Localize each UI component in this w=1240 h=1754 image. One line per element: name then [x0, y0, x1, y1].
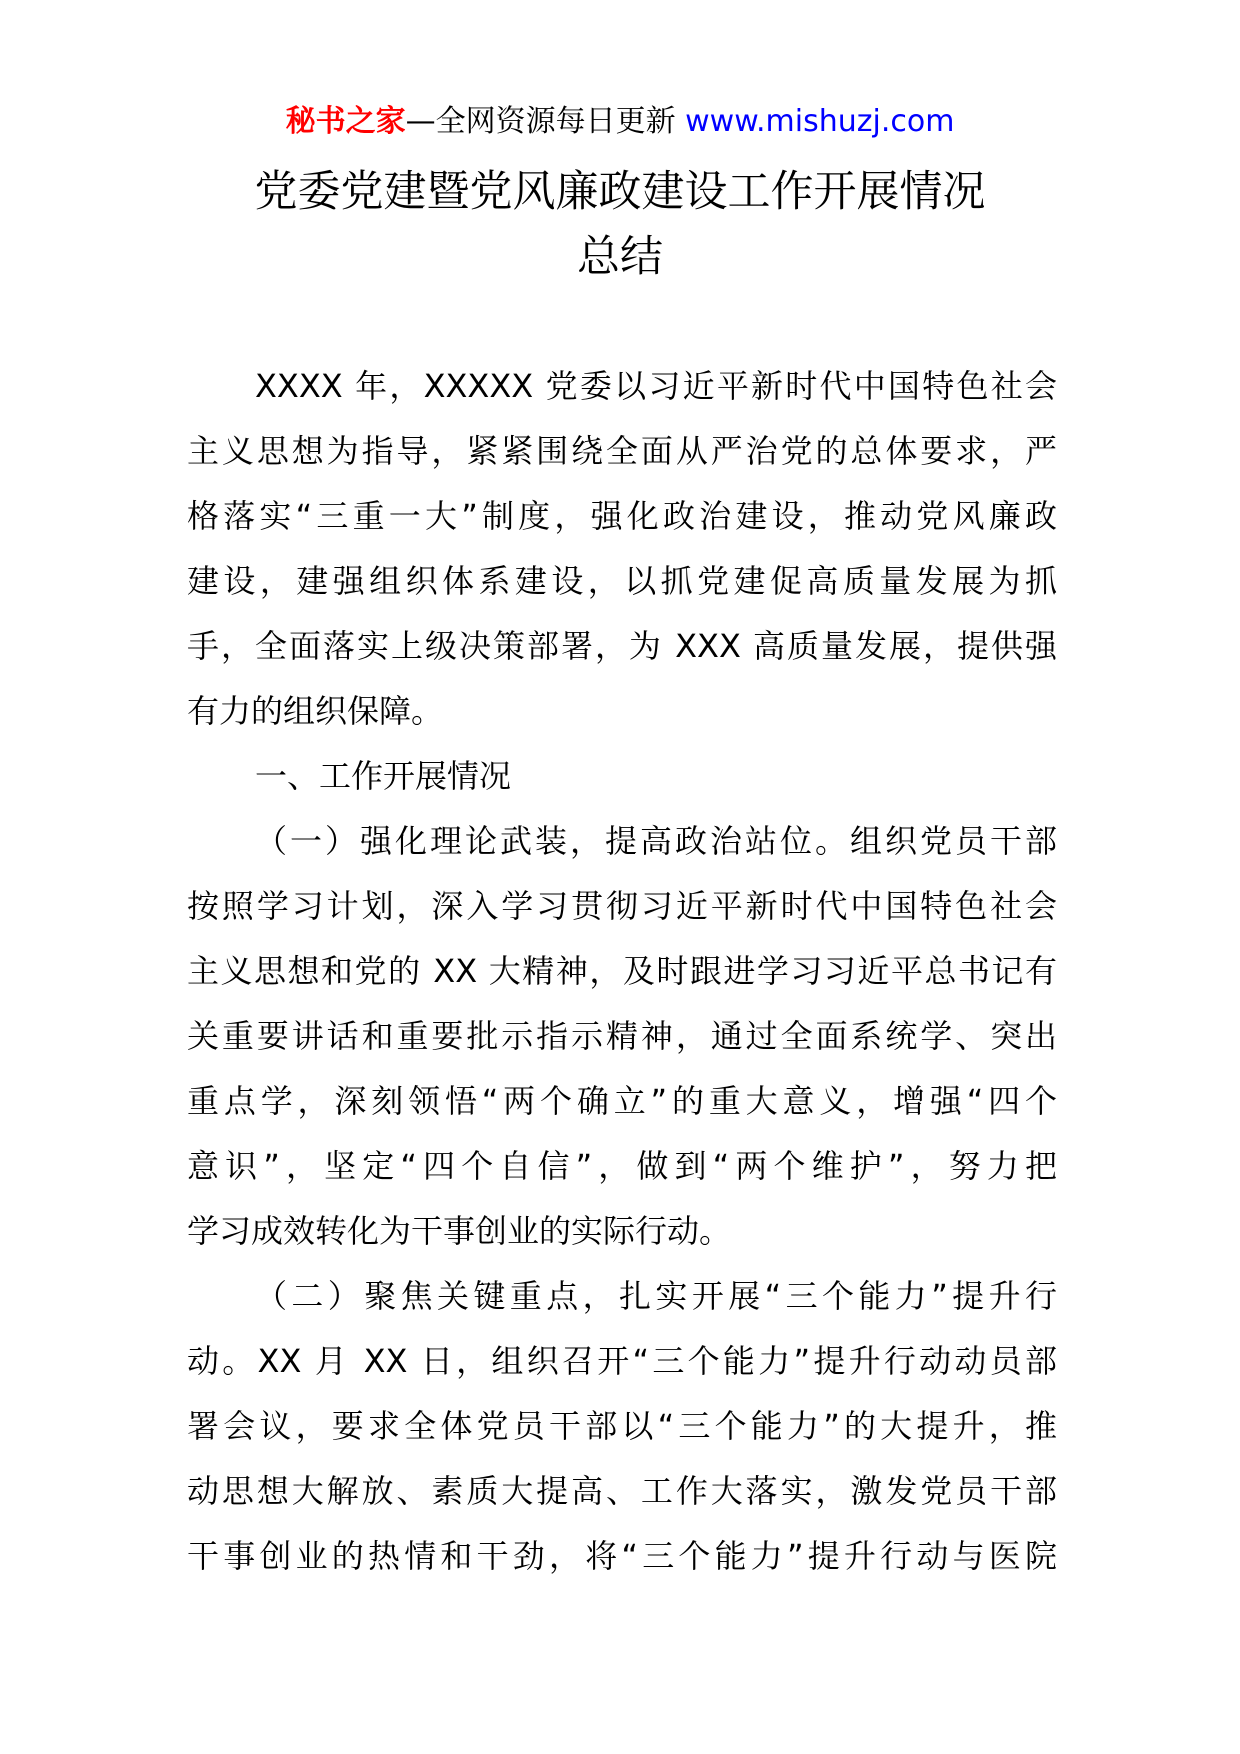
paragraph-line: 关重要讲话和重要批示指示精神，通过全面系统学、突出	[187, 1017, 1057, 1055]
brand-name: 秘书之家	[285, 104, 406, 139]
paragraph-line: 署会议，要求全体党员干部以“三个能力”的大提升，推	[187, 1407, 1057, 1445]
document-title-line-1: 党委党建暨党风廉政建设工作开展情况	[254, 167, 986, 217]
paragraph-line: 主义思想为指导，紧紧围绕全面从严治党的总体要求，严	[187, 432, 1057, 470]
paragraph-line: 动。XX 月 XX 日，组织召开“三个能力”提升行动动员部	[187, 1342, 1057, 1380]
paragraph-line: 干事创业的热情和干劲，将“三个能力”提升行动与医院	[187, 1537, 1057, 1575]
site-link[interactable]: www.mishuzj.com	[685, 104, 955, 139]
paragraph-line: 格落实“三重一大”制度，强化政治建设，推动党风廉政	[187, 497, 1057, 535]
watermark-header	[0, 100, 1240, 144]
paragraph-line: 动思想大解放、素质大提高、工作大落实，激发党员干部	[187, 1472, 1057, 1510]
paragraph-line: 手，全面落实上级决策部署，为 XXX 高质量发展，提供强	[187, 627, 1057, 665]
document-title-line-2: 总结	[577, 232, 663, 282]
paragraph-line: 建设，建强组织体系建设，以抓党建促高质量发展为抓	[187, 562, 1057, 600]
paragraph-line: （二）聚焦关键重点，扎实开展“三个能力”提升行	[255, 1277, 1057, 1315]
paragraph-line: 学习成效转化为干事创业的实际行动。	[187, 1212, 732, 1250]
section-heading: 一、工作开展情况	[255, 757, 512, 795]
paragraph-line: 有力的组织保障。	[187, 692, 444, 730]
paragraph-line: 按照学习计划，深入学习贯彻习近平新时代中国特色社会	[187, 887, 1057, 925]
header-tagline: —全网资源每日更新	[405, 104, 676, 139]
paragraph-line: （一）强化理论武装，提高政治站位。组织党员干部	[255, 822, 1057, 860]
paragraph-line: 重点学，深刻领悟“两个确立”的重大意义，增强“四个	[187, 1082, 1057, 1120]
paragraph-line: XXXX 年，XXXXX 党委以习近平新时代中国特色社会	[255, 367, 1057, 405]
paragraph-line: 主义思想和党的 XX 大精神，及时跟进学习习近平总书记有	[187, 952, 1057, 990]
paragraph-line: 意识”，坚定“四个自信”，做到“两个维护”，努力把	[187, 1147, 1057, 1185]
document-body	[187, 354, 1057, 1589]
